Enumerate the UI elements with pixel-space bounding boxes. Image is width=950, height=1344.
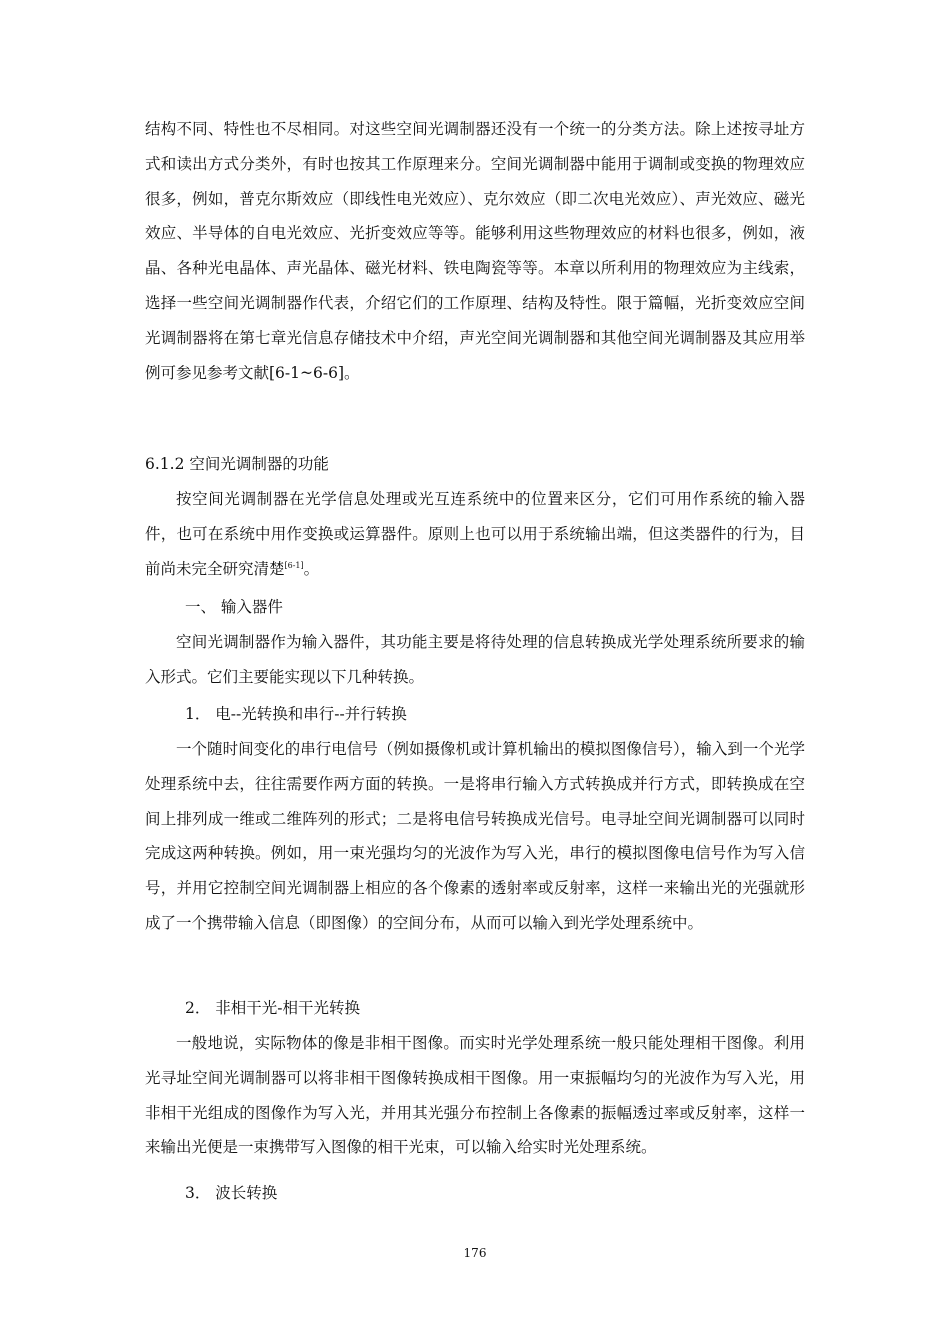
item-one-paragraph: 一个随时间变化的串行电信号（例如摄像机或计算机输出的模拟图像信号），输入到一个光学处理系统中去，往往需要作两方面的转换。一是将串行输入方式转换成并行方式，即转换成在空间上排列成一维或二维阵列的形式；二是将电信号转换成光信号。电寻址空间光调制器可以同时完成这两种转换。例如，用一束光强均匀的光波作为写入光，串行的模拟图像电信号作为写入信号，并用它控制空间光调制器上相应的各个像素的透射率或反射率，这样一来输出光的光强就形成了一个携带输入信息（即图像）的空间分布，从而可以输入到光学处理系统中。	[145, 740, 805, 932]
item-one-heading: 1． 电--光转换和串行--并行转换	[185, 705, 407, 723]
citation-superscript: [6-1]	[284, 560, 304, 570]
input-device-paragraph: 空间光调制器作为输入器件，其功能主要是将待处理的信息转换成光学处理系统所要求的输入形式。它们主要能实现以下几种转换。	[145, 633, 805, 686]
subsection-heading-input-device: 一、 输入器件	[185, 598, 283, 616]
intro-paragraph: 结构不同、特性也不尽相同。对这些空间光调制器还没有一个统一的分类方法。除上述按寻址方式和读出方式分类外，有时也按其工作原理来分。空间光调制器中能用于调制或变换的物理效应很多，例如，普克尔斯效应（即线性电光效应）、克尔效应（即二次电光效应）、声光效应、磁光效应、半导体的自电光效应、光折变效应等等。能够利用这些物理效应的材料也很多，例如，液晶、各种光电晶体、声光晶体、磁光材料、铁电陶瓷等等。本章以所利用的物理效应为主线索，选择一些空间光调制器作代表，介绍它们的工作原理、结构及特性。限于篇幅，光折变效应空间光调制器将在第七章光信息存储技术中介绍，声光空间光调制器和其他空间光调制器及其应用举例可参见参考文献[6-1~6-6]。	[145, 120, 805, 382]
item-three-heading: 3． 波长转换	[185, 1184, 278, 1202]
function-paragraph	[145, 482, 805, 586]
item-two-heading: 2． 非相干光-相干光转换	[185, 999, 361, 1017]
function-paragraph-end: 。	[303, 559, 320, 578]
page-number: 176	[463, 1246, 487, 1260]
section-heading: 6.1.2 空间光调制器的功能	[145, 455, 329, 473]
item-two-paragraph: 一般地说，实际物体的像是非相干图像。而实时光学处理系统一般只能处理相干图像。利用光寻址空间光调制器可以将非相干图像转换成相干图像。用一束振幅均匀的光波作为写入光，用非相干光组成的图像作为写入光，并用其光强分布控制上各像素的振幅透过率或反射率，这样一来输出光便是一束携带写入图像的相干光束，可以输入给实时光处理系统。	[145, 1034, 805, 1157]
function-paragraph-text: 按空间光调制器在光学信息处理或光互连系统中的位置来区分，它们可用作系统的输入器件，也可在系统中用作变换或运算器件。原则上也可以用于系统输出端，但这类器件的行为，目前尚未完全研究清楚	[145, 490, 805, 578]
